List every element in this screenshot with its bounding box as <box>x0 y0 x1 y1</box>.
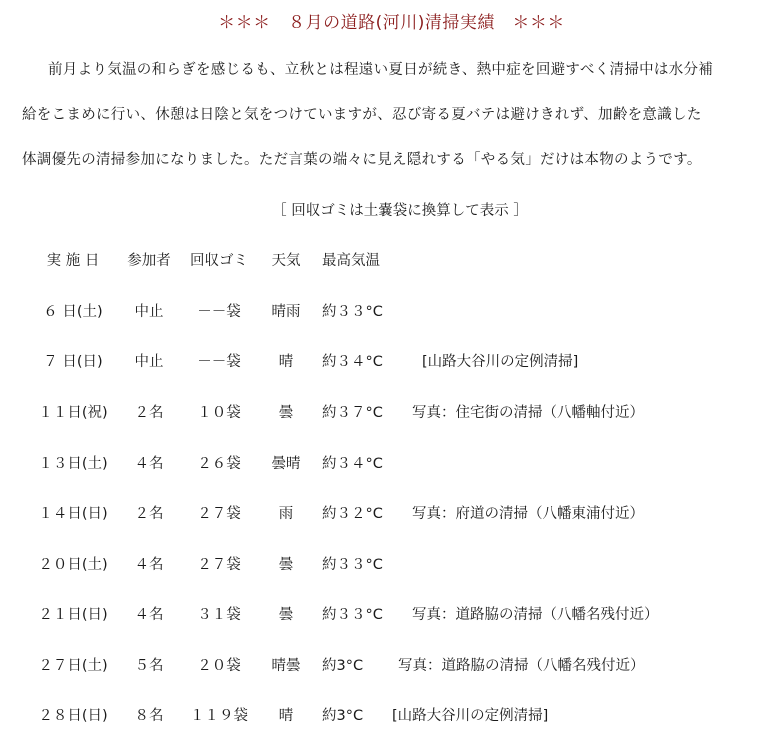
row-date: ２７日(土) <box>38 658 108 674</box>
row-weather: 曇 <box>278 557 294 573</box>
row-date: ２０日(土) <box>38 557 108 573</box>
row-remark: 写真：道路脇の清掃（八幡名残付近） <box>412 607 659 623</box>
header-temp: 最高気温 <box>322 253 380 269</box>
row-weather: 晴 <box>278 354 294 370</box>
row-temp: 約３７°C <box>322 405 383 421</box>
row-date: １４日(日) <box>38 506 108 522</box>
row-date: ２８日(日) <box>38 708 108 724</box>
row-participants: ４名 <box>134 557 164 573</box>
row-participants: 中止 <box>134 354 164 370</box>
row-weather: 曇 <box>278 405 294 421</box>
header-participants: 参加者 <box>127 253 171 269</box>
row-temp: 約3°C <box>322 658 364 674</box>
row-weather: 曇 <box>278 607 294 623</box>
conversion-note: ［ 回収ゴミは土嚢袋に換算して表示 ］ <box>272 203 528 219</box>
row-trash: １０袋 <box>197 405 241 421</box>
row-trash: －－袋 <box>197 304 241 320</box>
row-trash: ２０袋 <box>197 658 241 674</box>
row-date: ２１日(日) <box>38 607 108 623</box>
row-remark: 写真：道路脇の清掃（八幡名残付近） <box>398 658 645 674</box>
row-participants: ５名 <box>134 658 164 674</box>
intro-line-2: 給をこまめに行い、休憩は日陰と気をつけていますが、忍び寄る夏バテは避けきれず、加齢を意識した <box>22 107 702 123</box>
row-temp: 約３３°C <box>322 607 383 623</box>
row-participants: 中止 <box>134 304 164 320</box>
row-participants: ２名 <box>134 506 164 522</box>
row-date: ７ 日(日) <box>43 354 103 370</box>
row-temp: 約３４°C <box>322 354 383 370</box>
intro-line-1: 前月より気温の和らぎを感じるも、立秋とは程遠い夏日が続き、熱中症を回避すべく清掃中は水分補 <box>48 62 714 78</box>
row-remark: [山路大谷川の定例清掃] <box>422 354 579 370</box>
row-trash: ２６袋 <box>197 456 241 472</box>
row-weather: 晴 <box>278 708 294 724</box>
row-remark: 写真：住宅街の清掃（八幡軸付近） <box>412 405 644 421</box>
row-date: １３日(土) <box>38 456 108 472</box>
header-date: 実 施 日 <box>46 253 100 269</box>
row-temp: 約３３°C <box>322 557 383 573</box>
row-weather: 曇晴 <box>271 456 301 472</box>
page-title: ＊＊＊ ８月の道路(河川)清掃実績 ＊＊＊ <box>218 13 565 33</box>
row-date: １１日(祝) <box>38 405 108 421</box>
row-trash: ３１袋 <box>197 607 241 623</box>
row-trash: －－袋 <box>197 354 241 370</box>
row-weather: 晴曇 <box>271 658 301 674</box>
row-participants: ４名 <box>134 456 164 472</box>
row-remark: 写真：府道の清掃（八幡東浦付近） <box>412 506 644 522</box>
row-weather: 雨 <box>278 506 294 522</box>
row-date: ６ 日(土) <box>43 304 103 320</box>
row-trash: ２７袋 <box>197 557 241 573</box>
row-temp: 約３４°C <box>322 456 383 472</box>
header-weather: 天気 <box>271 253 301 269</box>
row-temp: 約3°C <box>322 708 364 724</box>
row-weather: 晴雨 <box>271 304 301 320</box>
row-participants: ２名 <box>134 405 164 421</box>
row-temp: 約３２°C <box>322 506 383 522</box>
header-trash: 回収ゴミ <box>190 253 248 269</box>
intro-line-3: 体調優先の清掃参加になりました。ただ言葉の端々に見え隠れする「やる気」だけは本物のようです。 <box>22 152 702 168</box>
row-participants: ４名 <box>134 607 164 623</box>
row-trash: ２７袋 <box>197 506 241 522</box>
row-temp: 約３３°C <box>322 304 383 320</box>
row-remark: [山路大谷川の定例清掃] <box>392 708 549 724</box>
row-trash: １１９袋 <box>190 708 248 724</box>
row-participants: ８名 <box>134 708 164 724</box>
